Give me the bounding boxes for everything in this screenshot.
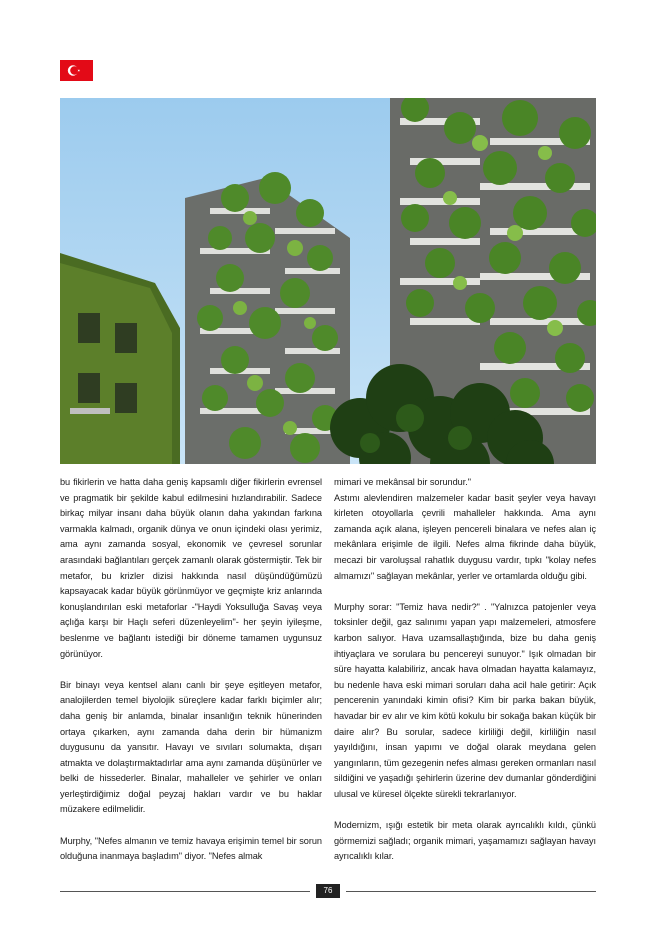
turkish-flag-icon [60, 60, 93, 81]
footer-rule-right [346, 891, 596, 892]
right-paragraph-4: Modernizm, ışığı estetik bir meta olarak ayrıcalıklı kıldı, çünkü görmemizi sağladı; organik mimari, yaşamamızı sağlayan havayı ayrıcalıklı kılar. [334, 820, 596, 862]
left-paragraph-2: Bir binayı veya kentsel alanı canlı bir şeye eşitleyen metafor, analojilerden temel biyolojik süreçlere kadar farklı biçimler alır; daha geniş bir anlamda, binalar insanlığın teknik hünerinden ortaya çıkarken, aynı zamanda daha derin bir hümanizm duygusunu da yansıtır. Havayı ve sıvıları solumakta, dışarı atmakta ve dolaştırmaktadırlar ama aynı zamanda düşünürler ve belki de hissederler. Binalar, mahalleler ve şehirler ve onları yerleştirdiğimiz doğal peyzaj hakları vardır ve bu haklar müzakere edilmelidir. [60, 679, 322, 815]
right-paragraph-2: Astımı alevlendiren malzemeler kadar basit şeyler veya havayı kirleten otoyollarla çevrili mahalleler hakkında. Ama aynı zamanda açık alana, işleyen pencereli binalara ve nefes alan iç mekânlara erişimle de ilgili. Nefes alma fikrinde daha büyük, mecazi bir varoluşsal rahatlık duygusu vardır, tıpkı "kolay nefes almamızı" sağlayan mekânlar, yerler ve ortamlarda olduğu gibi. [334, 492, 596, 581]
right-paragraph-3: Murphy sorar: "Temiz hava nedir?" . "Yalnızca patojenler veya toksinler değil, gaz salınımı yapan yapı malzemeleri, atmosfere karbon salıyor. Hava uzamsallaştığında, bize bu daha geniş ihtiyaçlara ve sorulara bu pencereyi sunuyor." Işık olmadan bir süre hayatta kalabiliriz, ancak hava olmadan hayatta kalamayız, bu nedenle hava eski mimari soruları daha acil hale getirir: Açık pencerenin yanındaki kimin ofisi? Kim bir parka bakan büyük, havadar bir ev alır ve kim kötü kokulu bir sokağa bakan küçük bir daire alır? Bu sorular, sadece kirliliği değil, kirliliğin nasıl yayıldığını, insan yapımı ve doğal olarak meydana gelen yangınların, tüm gezegenin nefes alması gereken ormanları nasıl sildiğini ve yaşadığı şehirlerin üzerine dev dumanlar gönderdiğini ulusal ve küresel ölçekte sürekli tekrarlanıyor. [334, 601, 596, 799]
left-paragraph-3: Murphy, "Nefes almanın ve temiz havaya erişimin temel bir sorun olduğuna inanmaya başladım" diyor. "Nefes almak [60, 835, 322, 862]
right-paragraph-1: mimari ve mekânsal bir sorundur." [334, 477, 471, 487]
left-text-column [60, 475, 322, 865]
footer-rule-left [60, 891, 310, 892]
left-paragraph-1: bu fikirlerin ve hatta daha geniş kapsamlı diğer fikirlerin evrensel ve pragmatik bir şekilde kabul edilmesini hızlandırabilir. Sadece birkaç milyar insanı daha büyük olanın daha yakından farkına varmakla kalmadı, organik dünya ve onun içindeki olası yerimiz, ama aynı zamanda sosyal, ekonomik ve çevresel sorunlar arasındaki bağlantıları gerçek zamanlı olarak göstermiştir. Tek bir metafor, bu krizler dizisi hakkında nasıl düşündüğümüzü kapsayacak kadar büyük görünmüyor ve geçmişte kriz anlarında konuşlandırılan eski metaforlar -"Haydi Yoksulluğa Savaş veya açlığa karşı bir Haçlı seferi düzenleyelim"- her şeyin iyileşme, beslenme ve bağlantı istediği bir döneme tamamen uygunsuz görünüyor. [60, 477, 322, 659]
right-text-column [334, 475, 596, 865]
vertical-forest-photo [60, 98, 596, 464]
page-number: 76 [316, 884, 340, 898]
